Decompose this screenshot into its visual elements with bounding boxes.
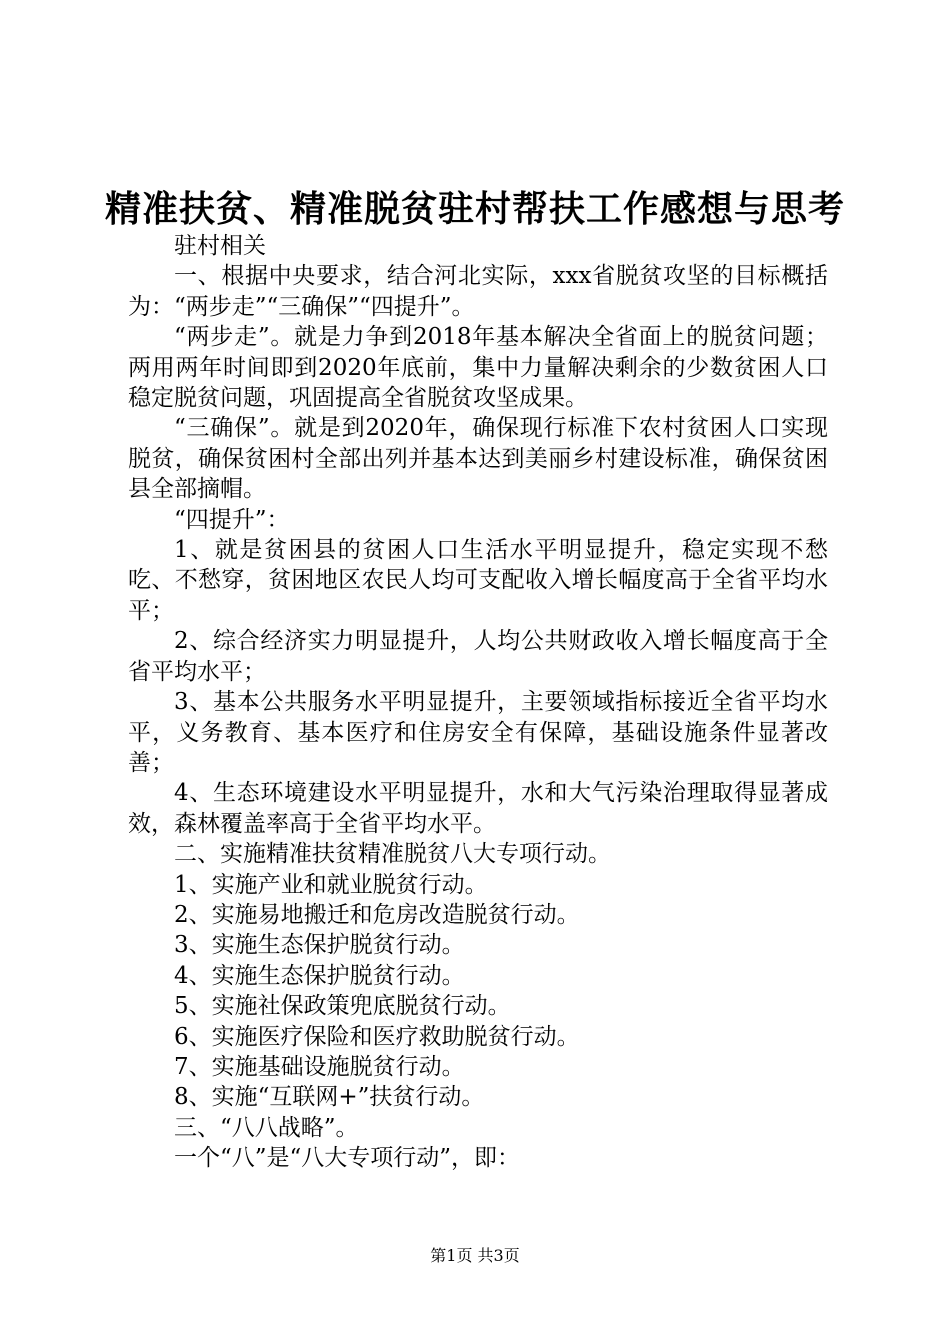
paragraph: 三、“八八战略”。 xyxy=(174,1114,359,1141)
page-footer: 第1页 共3页 xyxy=(430,1246,520,1265)
list-item: 4、实施生态保护脱贫行动。 xyxy=(174,962,465,989)
paragraph: 3、基本公共服务水平明显提升，主要领域指标接近全省平均水平，义务教育、基本医疗和住房安全有保障，基础设施条件显著改善； xyxy=(128,689,828,776)
paragraph: 2、综合经济实力明显提升，人均公共财政收入增长幅度高于全省平均水平； xyxy=(128,628,828,685)
list-item: 3、实施生态保护脱贫行动。 xyxy=(174,932,465,959)
list-item: 5、实施社保政策兜底脱贫行动。 xyxy=(174,993,511,1020)
paragraph: 驻村相关 xyxy=(174,233,266,259)
paragraph: “两步走”。就是力争到2018年基本解决全省面上的脱贫问题；两用两年时间即到2020年底前，集中力量解决剩余的少数贫困人口稳定脱贫问题，巩固提高全省脱贫攻坚成果。 xyxy=(128,324,828,412)
list-item: 6、实施医疗保险和医疗救助脱贫行动。 xyxy=(174,1023,580,1050)
paragraph: “三确保”。就是到2020年，确保现行标准下农村贫困人口实现脱贫，确保贫困村全部出列并基本达到美丽乡村建设标准，确保贫困县全部摘帽。 xyxy=(128,415,828,503)
list-item: 2、实施易地搬迁和危房改造脱贫行动。 xyxy=(174,901,580,928)
paragraph: “四提升”： xyxy=(174,506,290,533)
document-body xyxy=(128,231,828,1174)
paragraph: 4、生态环境建设水平明显提升，水和大气污染治理取得显著成效，森林覆盖率高于全省平均水平。 xyxy=(128,780,828,837)
list-item: 7、实施基础设施脱贫行动。 xyxy=(174,1053,465,1080)
paragraph: 1、就是贫困县的贫困人口生活水平明显提升，稳定实现不愁吃、不愁穿，贫困地区农民人均可支配收入增长幅度高于全省平均水平； xyxy=(128,537,828,624)
paragraph: 一、根据中央要求，结合河北实际，xxx省脱贫攻坚的目标概括为：“两步走”“三确保”“四提升”。 xyxy=(128,263,828,320)
document-title: 精准扶贫、精准脱贫驻村帮扶工作感想与思考 xyxy=(104,188,845,230)
list-item: 1、实施产业和就业脱贫行动。 xyxy=(174,871,488,898)
paragraph: 二、实施精准扶贫精准脱贫八大专项行动。 xyxy=(174,841,611,868)
list-item: 8、实施“互联网+”扶贫行动。 xyxy=(174,1084,485,1111)
paragraph: 一个“八”是“八大专项行动”，即： xyxy=(174,1145,521,1172)
